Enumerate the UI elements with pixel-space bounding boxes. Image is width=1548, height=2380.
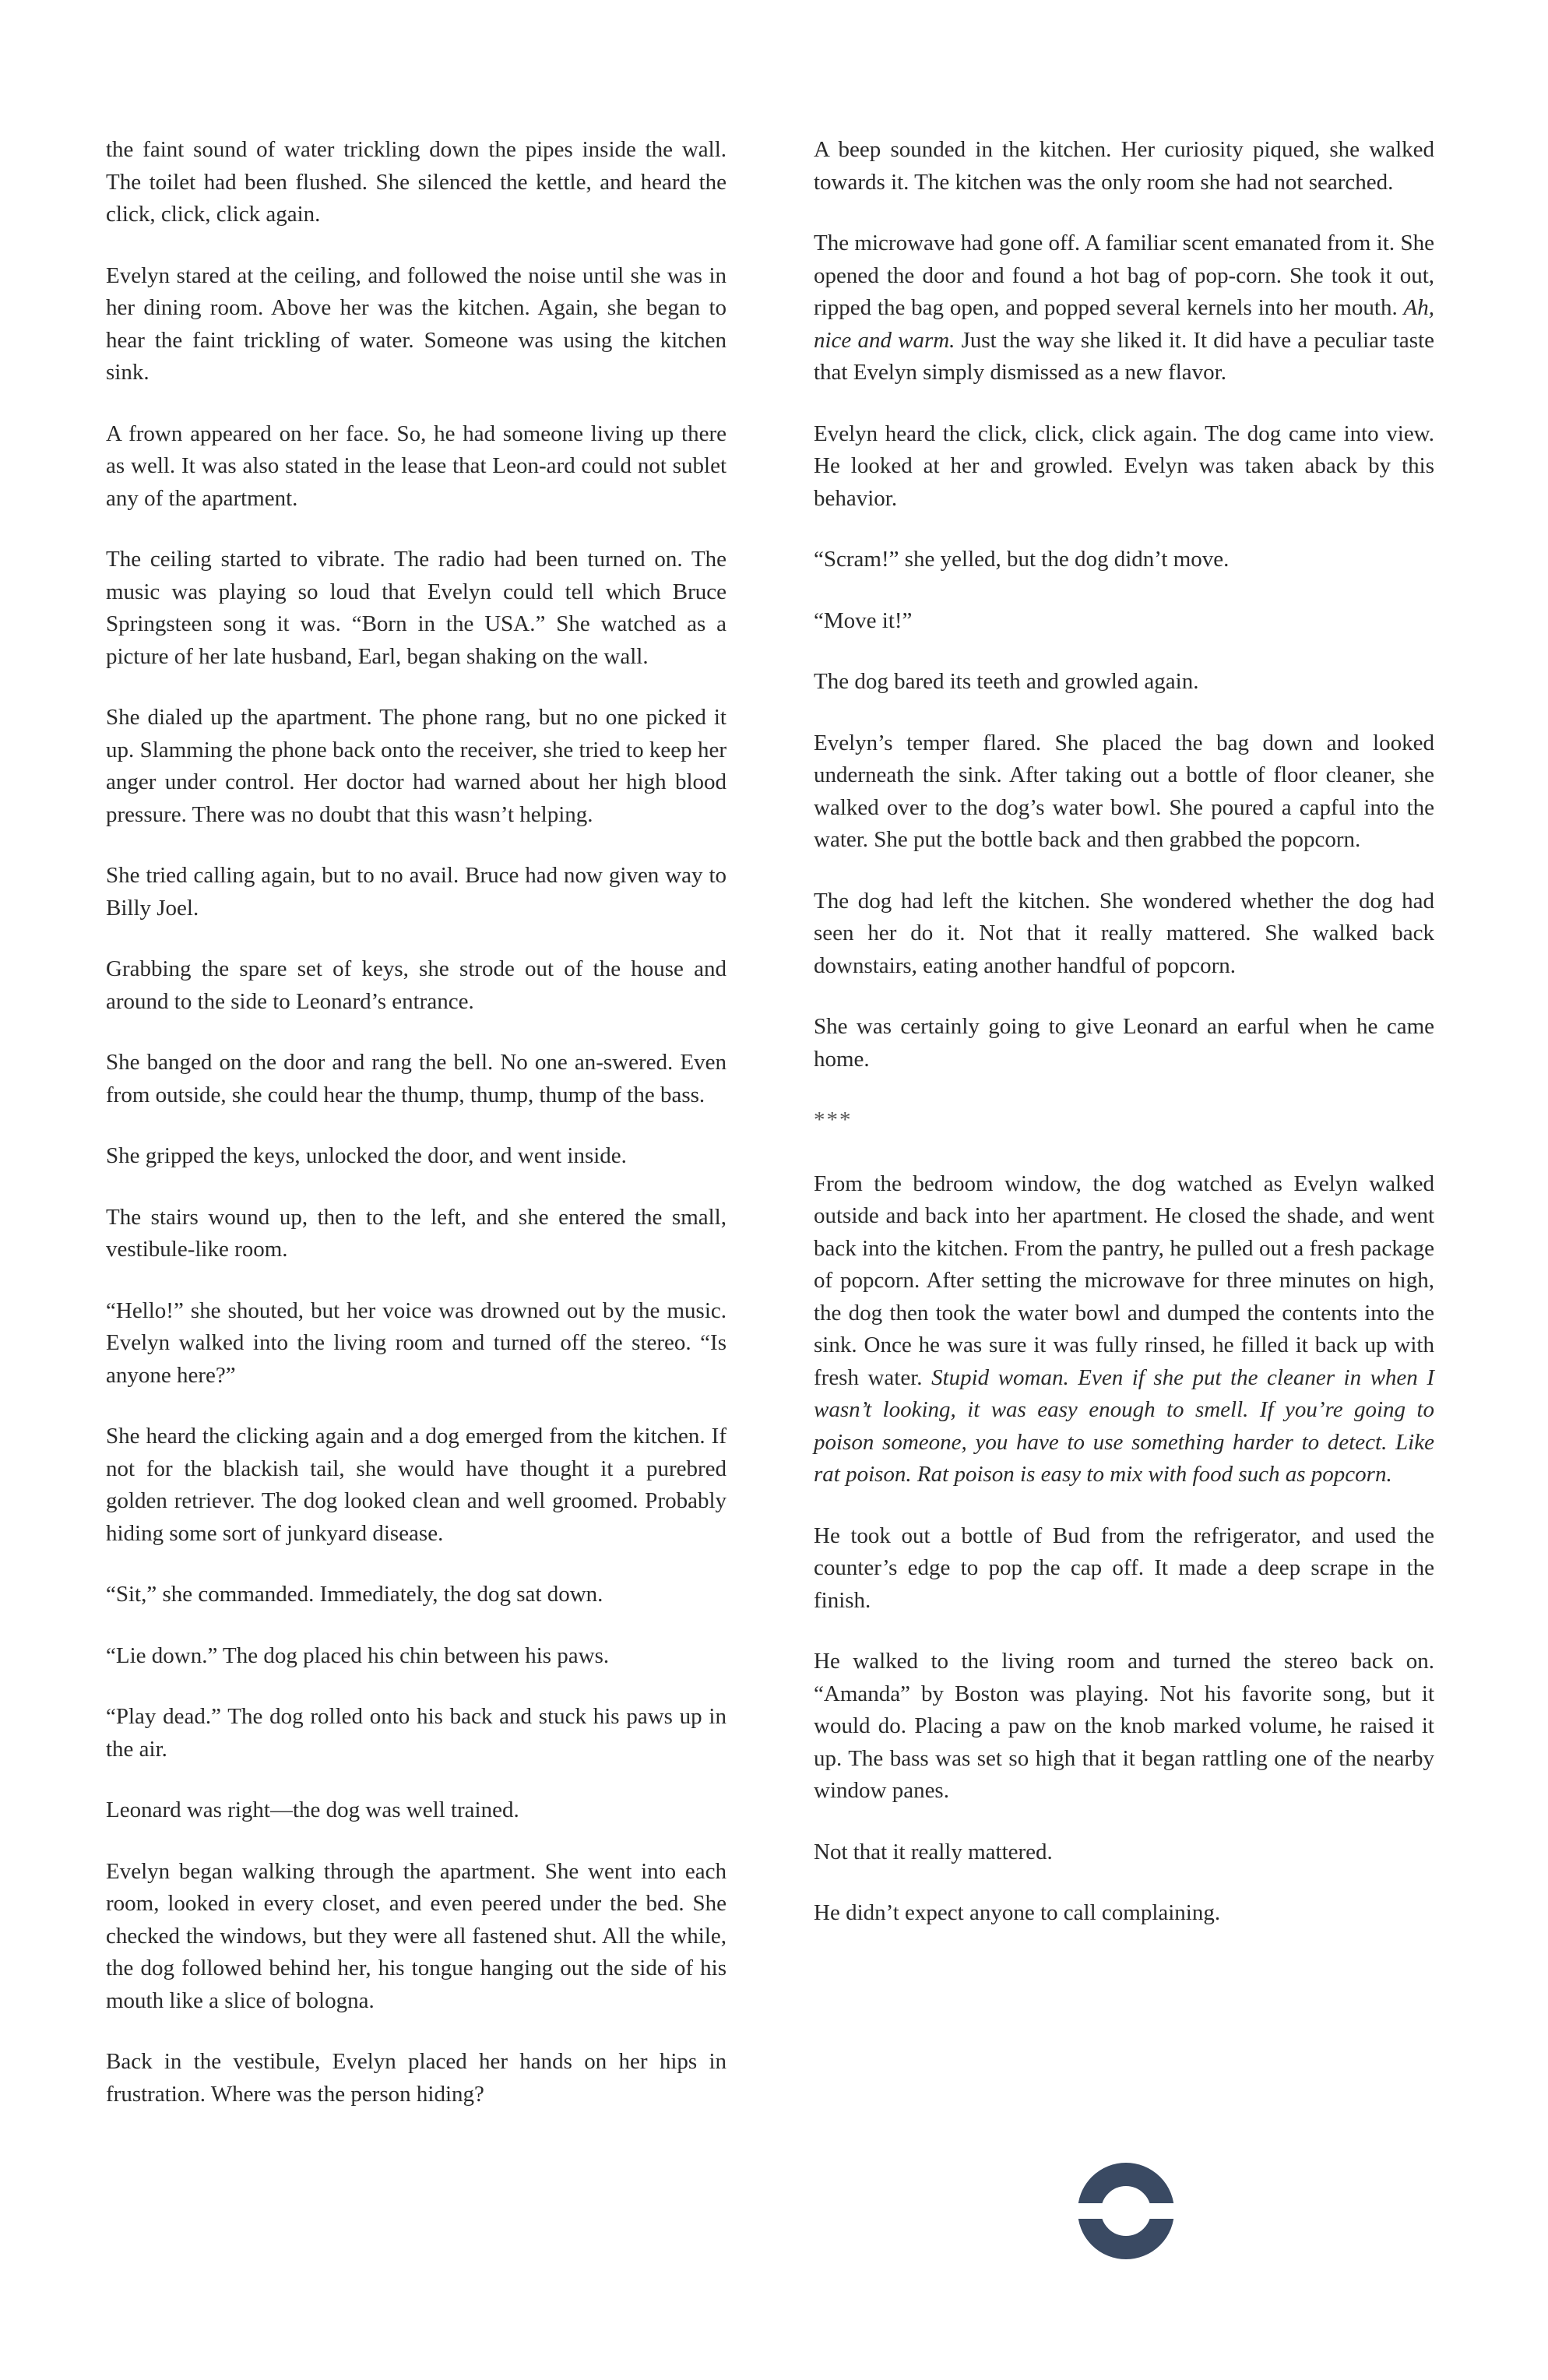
paragraph: “Lie down.” The dog placed his chin between his paws. [106,1642,610,1668]
right-column [814,134,1434,1959]
paragraph [814,1168,1434,1491]
paragraph: She heard the clicking again and a dog emerged from the kitchen. If not for the blackish tail, she would have thought it a purebred golden retriever. The dog looked clean and well groomed. Probably hiding some sort of junkyard disease. [106,1424,727,1546]
left-column [106,134,727,2139]
italic-thought: Stupid woman. Even if she put the cleaner in when I wasn’t looking, it was easy enough to smell. If you’re going to poison someone, you have to use something harder to detect. Like rat poison. Rat poison is easy to mix with food such as popcorn. [814,1364,1434,1487]
italic-thought: Ah, nice and warm. [814,295,1434,353]
paragraph: The dog had left the kitchen. She wondered whether the dog had seen her do it. Not that it really mattered. She walked back downstairs, eating another handful of popcorn. [814,888,1434,978]
paragraph: “Sit,” she commanded. Immediately, the dog sat down. [106,1582,603,1607]
paragraph: “Move it!” [814,607,913,633]
paragraph: A frown appeared on her face. So, he had someone living up there as well. It was also stated in the lease that Leon-ard could not sublet any of the apartment. [106,421,727,511]
paragraph: The dog bared its teeth and growled again. [814,669,1199,694]
paragraph: The stairs wound up, then to the left, and she entered the small, vestibule-like room. [106,1204,727,1262]
paragraph: Not that it really mattered. [814,1839,1053,1864]
paragraph: Leonard was right—the dog was well trained. [106,1797,519,1822]
paragraph: A beep sounded in the kitchen. Her curiosity piqued, she walked towards it. The kitchen was the only room she had not searched. [814,137,1434,195]
paragraph: She banged on the door and rang the bell. No one an-swered. Even from outside, she could hear the thump, thump, thump of the bass. [106,1050,727,1107]
paragraph: Evelyn’s temper flared. She placed the bag down and looked underneath the sink. After taking out a bottle of floor cleaner, she walked over to the dog’s water bowl. She poured a capful into the water. She put the bottle back and then grabbed the popcorn. [814,730,1434,852]
paragraph: the faint sound of water trickling down the pipes inside the wall. The toilet had been flushed. She silenced the kettle, and heard the click, click, click again. [106,137,727,227]
story-end-icon [1078,2163,1174,2259]
paragraph-text: The microwave had gone off. A familiar scent emanated from it. She opened the door and found a hot bag of pop-corn. She took it out, ripped the bag open, and popped several kernels into her mouth. [814,231,1434,320]
paragraph: The ceiling started to vibrate. The radio had been turned on. The music was playing so loud that Evelyn could tell which Bruce Springsteen song it was. “Born in the USA.” She watched as a picture of her late husband, Earl, began shaking on the wall. [106,547,727,669]
paragraph: Back in the vestibule, Evelyn placed her hands on her hips in frustration. Where was the person hiding? [106,2049,727,2107]
paragraph: “Play dead.” The dog rolled onto his back and stuck his paws up in the air. [106,1704,727,1762]
paragraph: Evelyn stared at the ceiling, and followed the noise until she was in her dining room. Above her was the kitchen. Again, she began to hear the faint trickling of water. Someone was using the kitchen sink. [106,262,727,385]
paragraph [814,227,1434,389]
paragraph: He took out a bottle of Bud from the refrigerator, and used the counter’s edge to pop the cap off. It made a deep scrape in the finish. [814,1523,1434,1613]
paragraph: She was certainly going to give Leonard an earful when he came home. [814,1014,1434,1072]
paragraph-text: Just the way she liked it. It did have a peculiar taste that Evelyn simply dismissed as a new flavor. [814,327,1434,385]
paragraph: Evelyn heard the click, click, click again. The dog came into view. He looked at her and growled. Evelyn was taken aback by this behavior. [814,421,1434,511]
paragraph-text: From the bedroom window, the dog watched as Evelyn walked outside and back into her apartment. He closed the shade, and went back into the kitchen. From the pantry, he pulled out a fresh package of popcorn. After setting the microwave for three minutes on high, the dog then took the water bowl and dumped the contents into the sink. Once he was sure it was fully rinsed, he filled it back up with fresh water. [814,1171,1434,1390]
section-divider: *** [814,1107,853,1132]
paragraph: “Scram!” she yelled, but the dog didn’t move. [814,547,1230,572]
paragraph: She tried calling again, but to no avail. Bruce had now given way to Billy Joel. [106,863,727,921]
paragraph: He walked to the living room and turned the stereo back on. “Amanda” by Boston was playing. Not his favorite song, but it would do. Placing a paw on the knob marked volume, he raised it up. The bass was set so high that it began rattling one of the nearby window panes. [814,1649,1434,1803]
paragraph: She dialed up the apartment. The phone rang, but no one picked it up. Slamming the phone back onto the receiver, she tried to keep her anger under control. Her doctor had warned about her high blood pressure. There was no doubt that this wasn’t helping. [106,705,727,827]
paragraph: She gripped the keys, unlocked the door, and went inside. [106,1143,627,1168]
paragraph: Grabbing the spare set of keys, she strode out of the house and around to the side to Leonard’s entrance. [106,956,727,1014]
paragraph: He didn’t expect anyone to call complaining. [814,1900,1221,1925]
paragraph: Evelyn began walking through the apartment. She went into each room, looked in every closet, and even peered under the bed. She checked the windows, but they were all fastened shut. All the while, the dog followed behind her, his tongue hanging out the side of his mouth like a slice of bologna. [106,1858,727,2013]
paragraph: “Hello!” she shouted, but her voice was drowned out by the music. Evelyn walked into the living room and turned off the stereo. “Is anyone here?” [106,1297,727,1388]
